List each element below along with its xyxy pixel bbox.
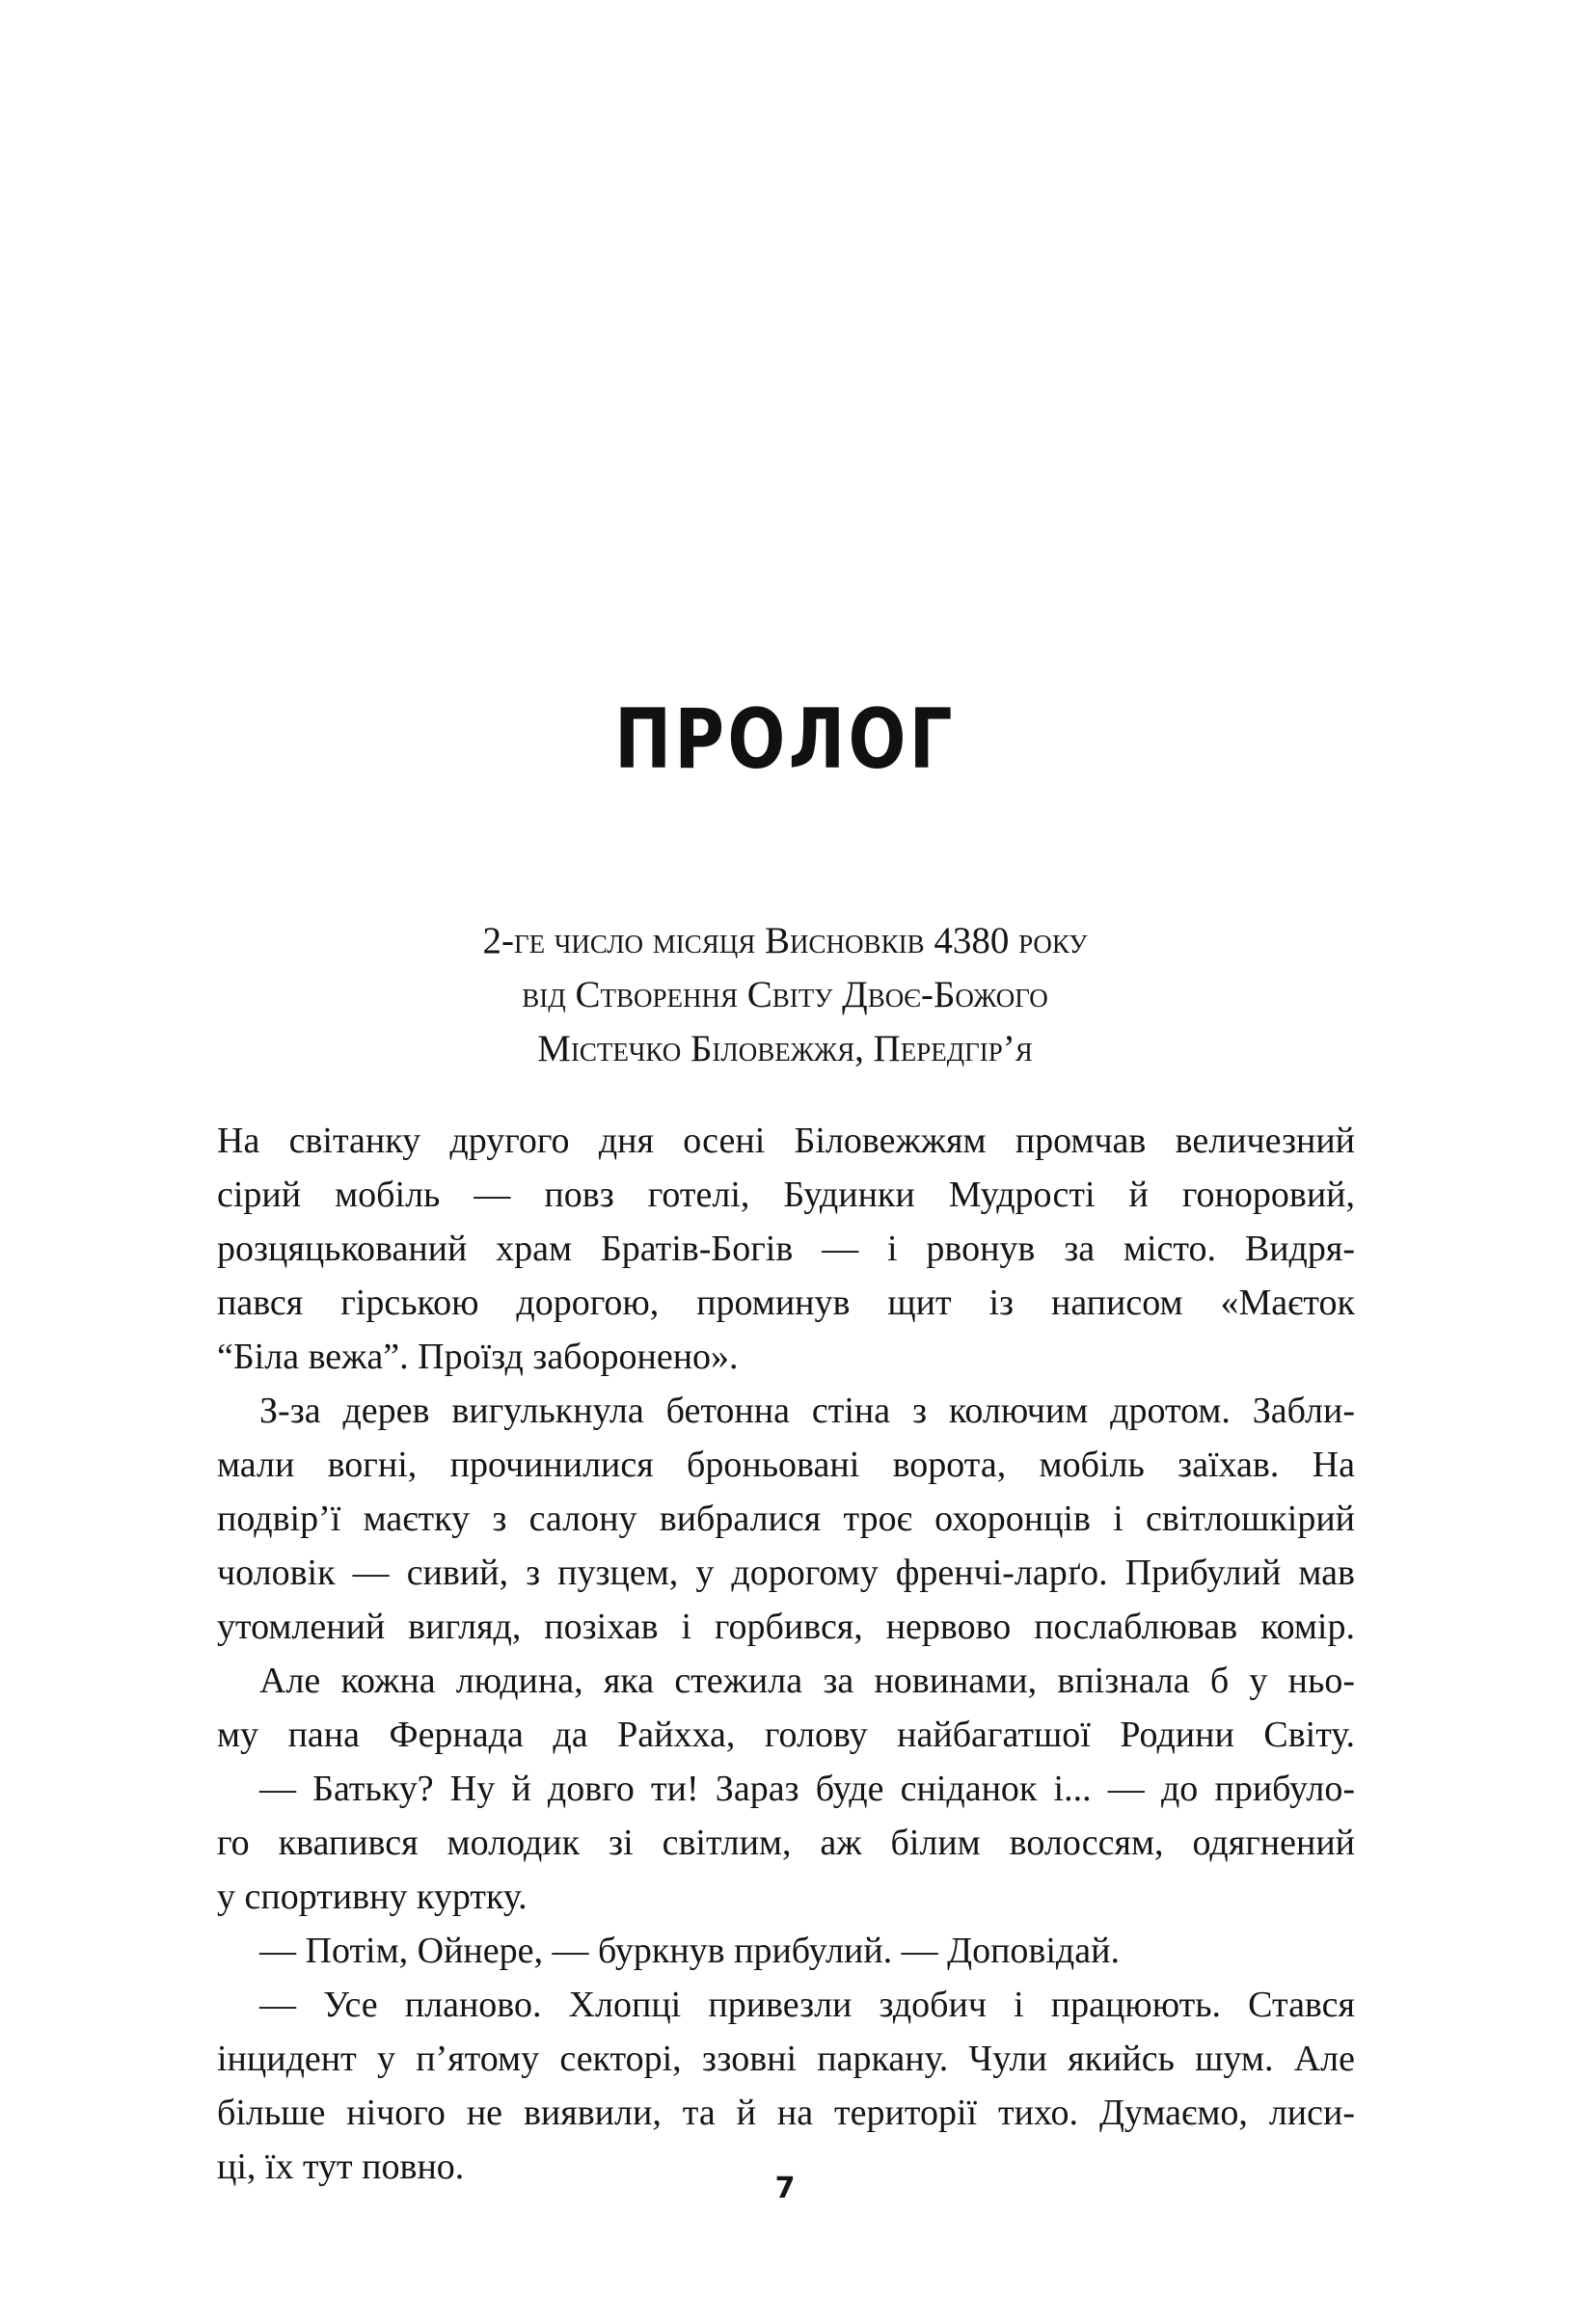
body-line: — Потім, Ойнере, — буркнув прибулий. — Доповідай. bbox=[259, 1931, 1120, 1971]
body-line: ці, їх тут повно. bbox=[217, 2147, 465, 2187]
epigraph-line-place: Містечко Біловежжя, Передгір’я bbox=[537, 1028, 1033, 1069]
body-line: утомлений вигляд, позіхав і горбився, нервово послаблював комір. bbox=[217, 1607, 1355, 1647]
body-line: чоловік — сивий, з пузцем, у дорогому френчі-ларґо. Прибулий мав bbox=[217, 1553, 1355, 1593]
body-line: Але кожна людина, яка стежила за новинами, впізнала б у ньо- bbox=[259, 1661, 1355, 1701]
epigraph-line-date: 2-ге число місяця Висновків 4380 року bbox=[482, 920, 1088, 961]
body-line: подвір’ї маєтку з салону вибралися троє охоронців і світлошкірий bbox=[217, 1499, 1355, 1539]
body-text bbox=[217, 1114, 1355, 2194]
body-line: го квапився молодик зі світлим, аж білим волоссям, одягнений bbox=[217, 1823, 1355, 1863]
body-line: На світанку другого дня осені Біловежжям промчав величезний bbox=[217, 1121, 1355, 1161]
body-line: інцидент у п’ятому секторі, ззовні паркану. Чули якийсь шум. Але bbox=[217, 2039, 1355, 2079]
page-number: 7 bbox=[774, 2172, 796, 2205]
body-line: пався гірською дорогою, проминув щит із написом «Маєток bbox=[217, 1283, 1355, 1323]
body-line: “Біла вежа”. Проїзд заборонено». bbox=[217, 1337, 739, 1377]
body-line: сірий мобіль — повз готелі, Будинки Мудрості й гоноровий, bbox=[217, 1175, 1355, 1215]
body-line: розцяцькований храм Братів-Богів — і рвонув за місто. Видря- bbox=[217, 1229, 1355, 1269]
epigraph-line-era: від Створення Світу Двоє-Божого bbox=[522, 974, 1048, 1015]
body-line: — Усе планово. Хлопці привезли здобич і працюють. Стався bbox=[259, 1985, 1355, 2025]
body-line: у спортивну куртку. bbox=[217, 1877, 528, 1917]
body-line: мали вогні, прочинилися броньовані ворота, мобіль заїхав. На bbox=[217, 1445, 1355, 1485]
body-line: З-за дерев вигулькнула бетонна стіна з колючим дротом. Забли- bbox=[259, 1391, 1355, 1431]
body-line: — Батьку? Ну й довго ти! Зараз буде сніданок і... — до прибуло- bbox=[259, 1769, 1355, 1809]
body-line: більше нічого не виявили, та й на території тихо. Думаємо, лиси- bbox=[217, 2093, 1355, 2133]
body-line: му пана Фернада да Райхха, голову найбагатшої Родини Світу. bbox=[217, 1715, 1355, 1755]
epigraph bbox=[0, 914, 1570, 1076]
chapter-title: ПРОЛОГ bbox=[614, 691, 956, 788]
